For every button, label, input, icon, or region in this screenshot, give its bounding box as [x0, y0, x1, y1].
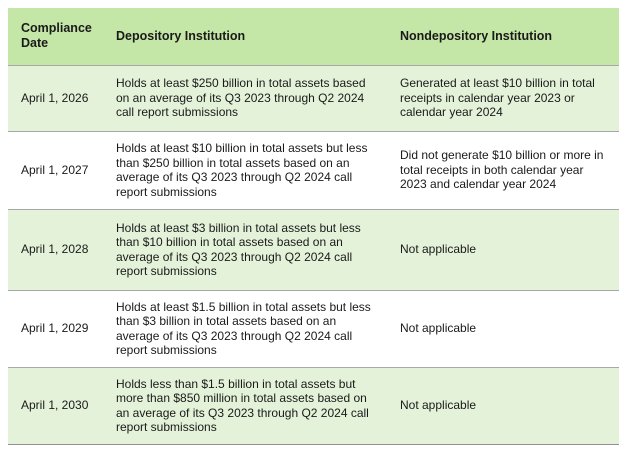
header-row: [8, 8, 619, 65]
cell-depository: Holds at least $1.5 billion in total assets but less than $3 billion in total assets based on an average of its Q3 2023 through Q2 2024 call report submissions: [116, 299, 371, 357]
cell-compliance-date: April 1, 2028: [21, 242, 89, 257]
cell-compliance-date: April 1, 2026: [21, 90, 89, 105]
cell-depository: Holds at least $250 billion in total assets based on an average of its Q3 2023 through Q2 2024 call report submissions: [116, 76, 366, 120]
table-row: [8, 131, 619, 209]
header-nondepository-institution: Nondepository Institution: [400, 28, 553, 43]
table-body: [8, 65, 619, 444]
table-row: [8, 209, 619, 290]
cell-nondepository: Not applicable: [400, 398, 477, 413]
cell-nondepository: Did not generate $10 billion or more in total receipts in both calendar year 2023 and calendar year 2024: [400, 148, 604, 192]
table-row: [8, 290, 619, 367]
header-compliance-date: Compliance Date: [21, 21, 92, 51]
cell-nondepository: Not applicable: [400, 242, 477, 257]
table-row: [8, 65, 619, 131]
cell-compliance-date: April 1, 2030: [21, 398, 89, 413]
header-depository-institution: Depository Institution: [116, 28, 246, 43]
cell-depository: Holds less than $1.5 billion in total assets but more than $850 million in total assets based on an average of its Q3 2023 through Q2 2024 call report submissions: [116, 376, 369, 434]
compliance-date-table: [8, 8, 619, 445]
table-row: [8, 367, 619, 444]
cell-compliance-date: April 1, 2029: [21, 321, 89, 336]
cell-depository: Holds at least $3 billion in total assets but less than $10 billion in total assets based on an average of its Q3 2023 through Q2 2024 call report submissions: [116, 220, 361, 278]
cell-depository: Holds at least $10 billion in total assets but less than $250 billion in total assets based on an average of its Q3 2023 through Q2 2024 call report submissions: [116, 141, 368, 199]
table-header: [8, 8, 619, 65]
cell-compliance-date: April 1, 2027: [21, 162, 89, 177]
cell-nondepository: Generated at least $10 billion in total receipts in calendar year 2023 or calendar year 2024: [400, 76, 595, 120]
cell-nondepository: Not applicable: [400, 321, 477, 336]
